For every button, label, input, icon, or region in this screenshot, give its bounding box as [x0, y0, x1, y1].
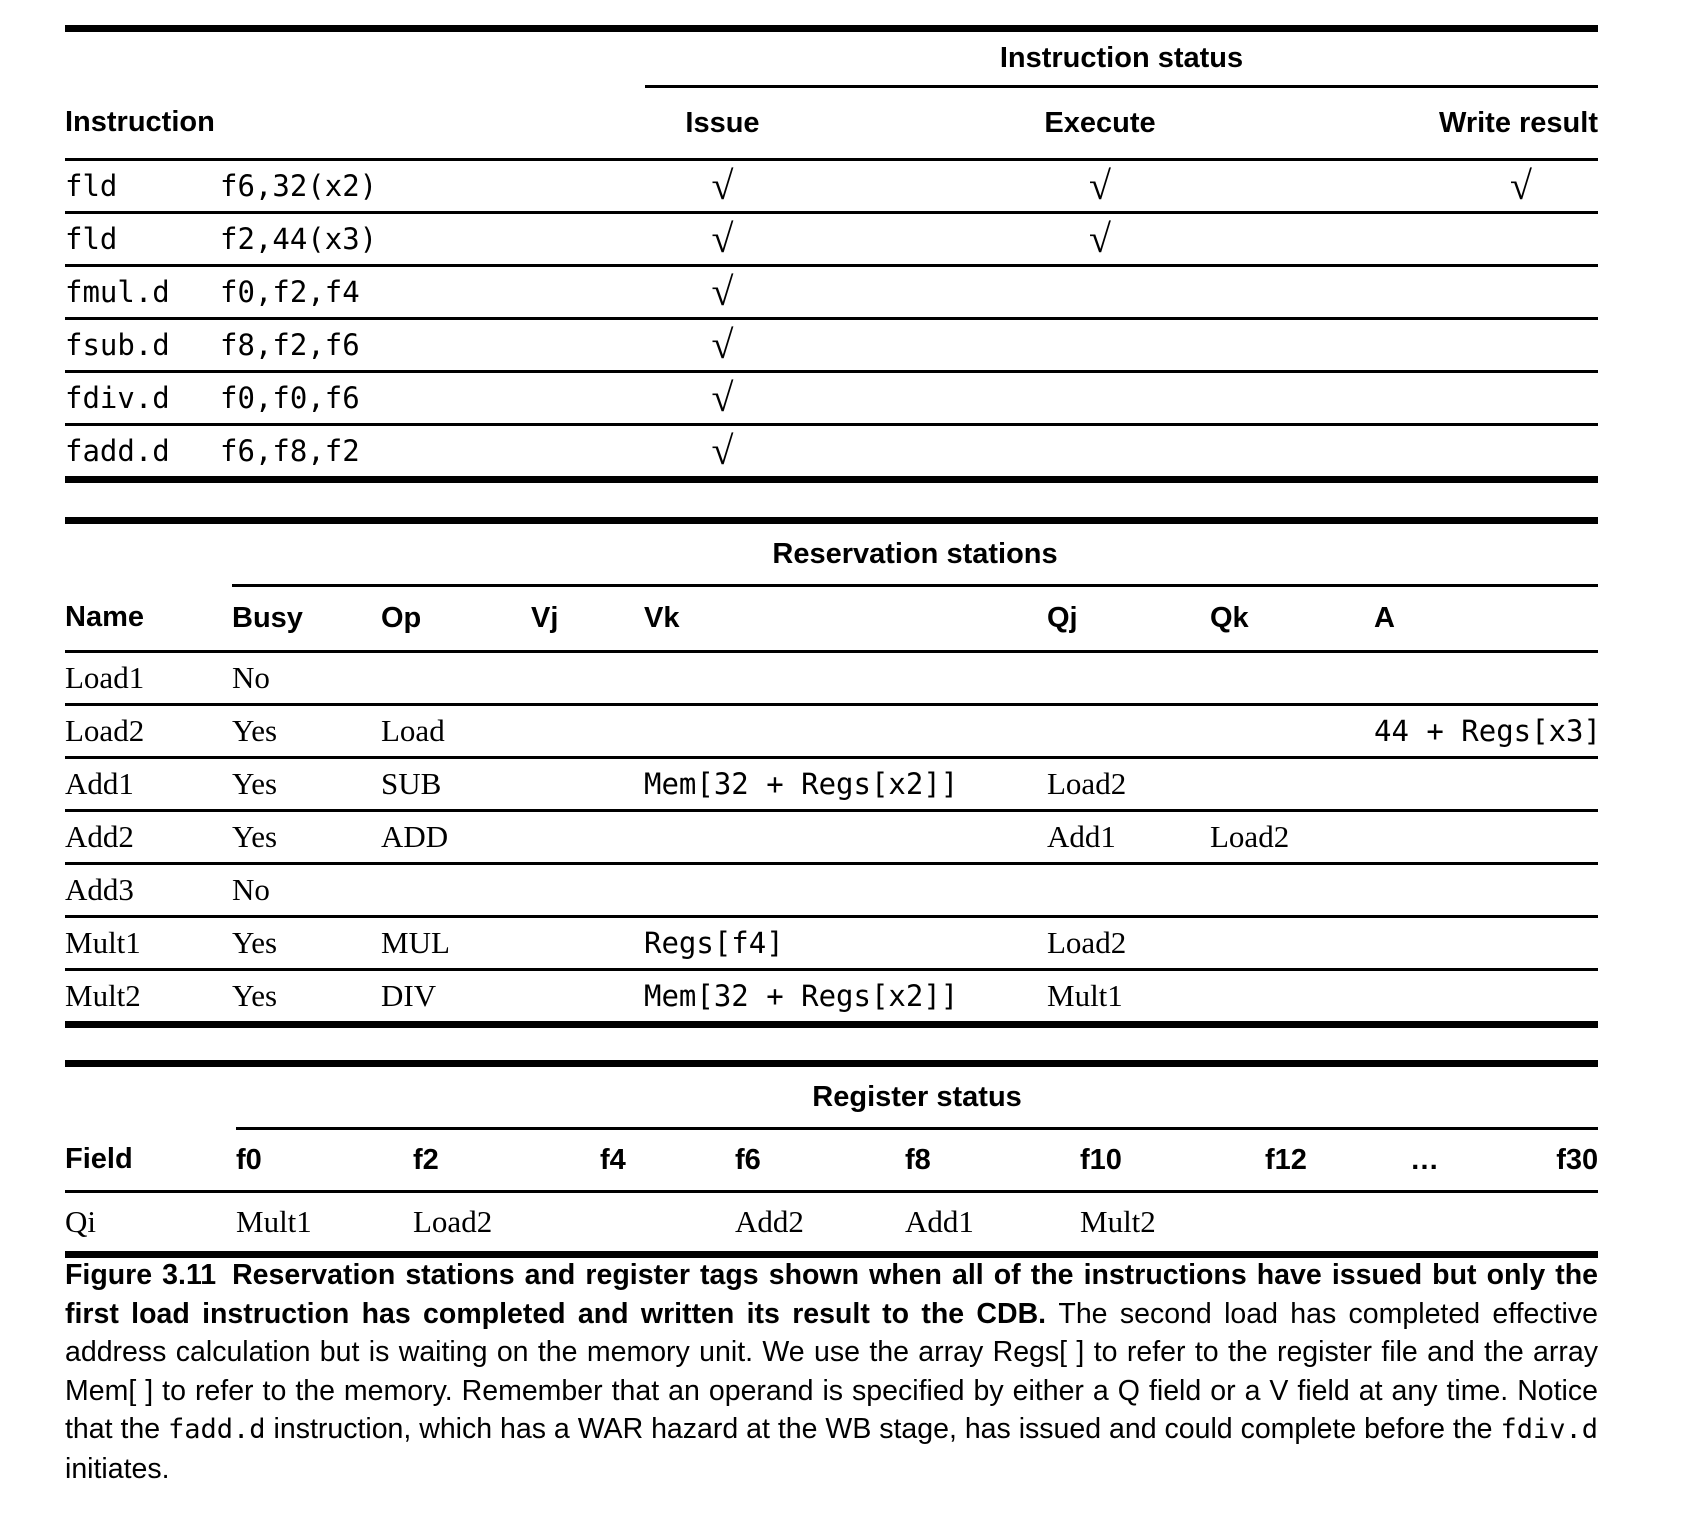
spacer-cell — [800, 319, 950, 372]
instruction-operands: f0,f0,f6 — [220, 372, 645, 425]
qi-row — [65, 1192, 1598, 1255]
issue-check: √ — [645, 160, 800, 213]
rs-a-cell — [1374, 811, 1598, 864]
rs-vj-cell — [531, 758, 644, 811]
column-header-f10: f10 — [1080, 1129, 1265, 1192]
rs-op-cell — [381, 864, 531, 917]
rs-qj-cell — [1047, 705, 1210, 758]
column-header-qj: Qj — [1047, 586, 1210, 652]
column-header-write-result: Write result — [1250, 87, 1598, 160]
column-header-a: A — [1374, 586, 1598, 652]
rs-vk-cell — [644, 705, 1047, 758]
spanner-row — [65, 1064, 1598, 1129]
column-header-f0: f0 — [236, 1129, 413, 1192]
execute-check — [950, 319, 1250, 372]
rs-op-cell: ADD — [381, 811, 531, 864]
caption-segment: fadd.d — [168, 1414, 266, 1445]
rs-qj-cell: Add1 — [1047, 811, 1210, 864]
column-header-vk: Vk — [644, 586, 1047, 652]
rs-qk-cell: Load2 — [1210, 811, 1374, 864]
rs-vj-cell — [531, 864, 644, 917]
column-header-f2: f2 — [413, 1129, 600, 1192]
write-result-check — [1250, 425, 1598, 480]
rs-vk-cell: Regs[f4] — [644, 917, 1047, 970]
write-result-check — [1250, 213, 1598, 266]
column-header-f30: f30 — [1490, 1129, 1598, 1192]
spacer-cell — [800, 87, 950, 160]
instruction-operands: f6,32(x2) — [220, 160, 645, 213]
issue-check: √ — [645, 372, 800, 425]
table-row — [65, 160, 1598, 213]
qi-label: Qi — [65, 1192, 236, 1255]
column-header-f8: f8 — [905, 1129, 1080, 1192]
column-header-f12: f12 — [1265, 1129, 1410, 1192]
rs-a-cell — [1374, 864, 1598, 917]
table-row — [65, 758, 1598, 811]
table-row — [65, 266, 1598, 319]
rs-qk-cell — [1210, 864, 1374, 917]
qi-f8-cell: Add1 — [905, 1192, 1080, 1255]
rs-op-cell: DIV — [381, 970, 531, 1025]
rs-name-cell: Mult1 — [65, 917, 232, 970]
rs-vj-cell — [531, 705, 644, 758]
header-row — [65, 1129, 1598, 1192]
instruction-operands: f0,f2,f4 — [220, 266, 645, 319]
rs-op-cell: SUB — [381, 758, 531, 811]
column-header-field: Field — [65, 1129, 236, 1192]
rs-qj-cell: Load2 — [1047, 917, 1210, 970]
write-result-check — [1250, 266, 1598, 319]
write-result-check: √ — [1250, 160, 1598, 213]
qi-f12-cell — [1265, 1192, 1410, 1255]
table-row — [65, 811, 1598, 864]
table-row — [65, 970, 1598, 1025]
caption-segment: fdiv.d — [1500, 1414, 1598, 1445]
issue-check: √ — [645, 266, 800, 319]
register-status-spanner: Register status — [236, 1064, 1598, 1129]
rs-qk-cell — [1210, 705, 1374, 758]
rs-op-cell: Load — [381, 705, 531, 758]
spanner-spacer — [65, 29, 645, 87]
instruction-operands: f6,f8,f2 — [220, 425, 645, 480]
spanner-row — [65, 521, 1598, 586]
rs-vk-cell — [644, 864, 1047, 917]
rs-name-cell: Load2 — [65, 705, 232, 758]
column-header-qk: Qk — [1210, 586, 1374, 652]
spanner-row — [65, 29, 1598, 87]
column-header-instruction: Instruction — [65, 87, 645, 160]
instruction-operands: f2,44(x3) — [220, 213, 645, 266]
instruction-status-spanner: Instruction status — [645, 29, 1598, 87]
qi-f4-cell — [600, 1192, 735, 1255]
rs-vk-cell — [644, 652, 1047, 705]
spacer-cell — [800, 425, 950, 480]
column-header-issue: Issue — [645, 87, 800, 160]
write-result-check — [1250, 372, 1598, 425]
table-row — [65, 652, 1598, 705]
instruction-mnemonic: fsub.d — [65, 319, 220, 372]
rs-vk-cell — [644, 811, 1047, 864]
column-header-vj: Vj — [531, 586, 644, 652]
rs-name-cell: Add1 — [65, 758, 232, 811]
rs-vj-cell — [531, 652, 644, 705]
rs-qk-cell — [1210, 652, 1374, 705]
rs-op-cell: MUL — [381, 917, 531, 970]
instruction-mnemonic: fld — [65, 160, 220, 213]
execute-check — [950, 425, 1250, 480]
rs-a-cell — [1374, 758, 1598, 811]
execute-check — [950, 372, 1250, 425]
issue-check: √ — [645, 319, 800, 372]
column-header-name: Name — [65, 586, 232, 652]
rs-qj-cell: Mult1 — [1047, 970, 1210, 1025]
column-header-ellipsis: … — [1410, 1129, 1490, 1192]
rs-busy-cell: Yes — [232, 917, 381, 970]
rs-op-cell — [381, 652, 531, 705]
figure-caption — [65, 1256, 1598, 1488]
table-row — [65, 425, 1598, 480]
rs-busy-cell: No — [232, 864, 381, 917]
column-header-execute: Execute — [950, 87, 1250, 160]
spacer-cell — [800, 213, 950, 266]
rs-qj-cell — [1047, 864, 1210, 917]
register-status-table — [65, 1060, 1598, 1258]
column-header-f4: f4 — [600, 1129, 735, 1192]
column-header-busy: Busy — [232, 586, 381, 652]
rs-busy-cell: No — [232, 652, 381, 705]
instruction-mnemonic: fld — [65, 213, 220, 266]
qi-f0-cell: Mult1 — [236, 1192, 413, 1255]
execute-check: √ — [950, 213, 1250, 266]
caption-segment: Figure 3.11 — [65, 1259, 217, 1291]
rs-qj-cell — [1047, 652, 1210, 705]
rs-vj-cell — [531, 970, 644, 1025]
rs-name-cell: Add2 — [65, 811, 232, 864]
qi-f30-cell — [1490, 1192, 1598, 1255]
qi-f2-cell: Load2 — [413, 1192, 600, 1255]
table-row — [65, 372, 1598, 425]
column-header-op: Op — [381, 586, 531, 652]
spacer-cell — [800, 266, 950, 319]
instruction-mnemonic: fadd.d — [65, 425, 220, 480]
rs-vj-cell — [531, 811, 644, 864]
table-row — [65, 864, 1598, 917]
qi-f6-cell: Add2 — [735, 1192, 905, 1255]
rs-qj-cell: Load2 — [1047, 758, 1210, 811]
rs-vk-cell: Mem[32 + Regs[x2]] — [644, 758, 1047, 811]
table-row — [65, 319, 1598, 372]
rs-qk-cell — [1210, 917, 1374, 970]
reservation-stations-spanner: Reservation stations — [232, 521, 1598, 586]
table-row — [65, 705, 1598, 758]
spanner-spacer — [65, 521, 232, 586]
rs-a-cell — [1374, 917, 1598, 970]
rs-a-cell — [1374, 652, 1598, 705]
spacer-cell — [800, 160, 950, 213]
spanner-spacer — [65, 1064, 236, 1129]
figure-content — [65, 0, 1601, 1524]
qi-f10-cell: Mult2 — [1080, 1192, 1265, 1255]
rs-name-cell: Mult2 — [65, 970, 232, 1025]
table-row — [65, 917, 1598, 970]
instruction-operands: f8,f2,f6 — [220, 319, 645, 372]
table-row — [65, 213, 1598, 266]
header-row — [65, 87, 1598, 160]
caption-segment: initiates. — [65, 1452, 170, 1485]
column-header-f6: f6 — [735, 1129, 905, 1192]
rs-vk-cell: Mem[32 + Regs[x2]] — [644, 970, 1047, 1025]
execute-check: √ — [950, 160, 1250, 213]
instruction-mnemonic: fmul.d — [65, 266, 220, 319]
issue-check: √ — [645, 213, 800, 266]
qi-ellipsis-cell — [1410, 1192, 1490, 1255]
rs-name-cell: Load1 — [65, 652, 232, 705]
rs-a-cell — [1374, 970, 1598, 1025]
rs-busy-cell: Yes — [232, 758, 381, 811]
rs-busy-cell: Yes — [232, 970, 381, 1025]
rs-busy-cell: Yes — [232, 705, 381, 758]
caption-segment: instruction, which has a WAR hazard at the WB stage, has issued and could complete before the — [265, 1413, 1501, 1445]
header-row — [65, 586, 1598, 652]
rs-vj-cell — [531, 917, 644, 970]
execute-check — [950, 266, 1250, 319]
rs-a-cell: 44 + Regs[x3] — [1374, 705, 1598, 758]
rs-qk-cell — [1210, 970, 1374, 1025]
instruction-mnemonic: fdiv.d — [65, 372, 220, 425]
write-result-check — [1250, 319, 1598, 372]
reservation-stations-table — [65, 517, 1601, 1028]
instruction-status-table — [65, 25, 1598, 483]
caption-segment: Reservation stations and register tags shown when all of the instructions have issued but only the first load instruction has completed and written its result to the CDB. — [65, 1259, 1599, 1330]
rs-name-cell: Add3 — [65, 864, 232, 917]
issue-check: √ — [645, 425, 800, 480]
rs-busy-cell: Yes — [232, 811, 381, 864]
rs-qk-cell — [1210, 758, 1374, 811]
spacer-cell — [800, 372, 950, 425]
caption-segment: The second load has completed effective address calculation but is waiting on the memory unit. We use the array Regs[ ] to refer to the register file and the array Mem[ ] to refer to the memory. Remember that an operand is specified by either a Q field or a V field at any time. Notice that the — [65, 1297, 1598, 1445]
